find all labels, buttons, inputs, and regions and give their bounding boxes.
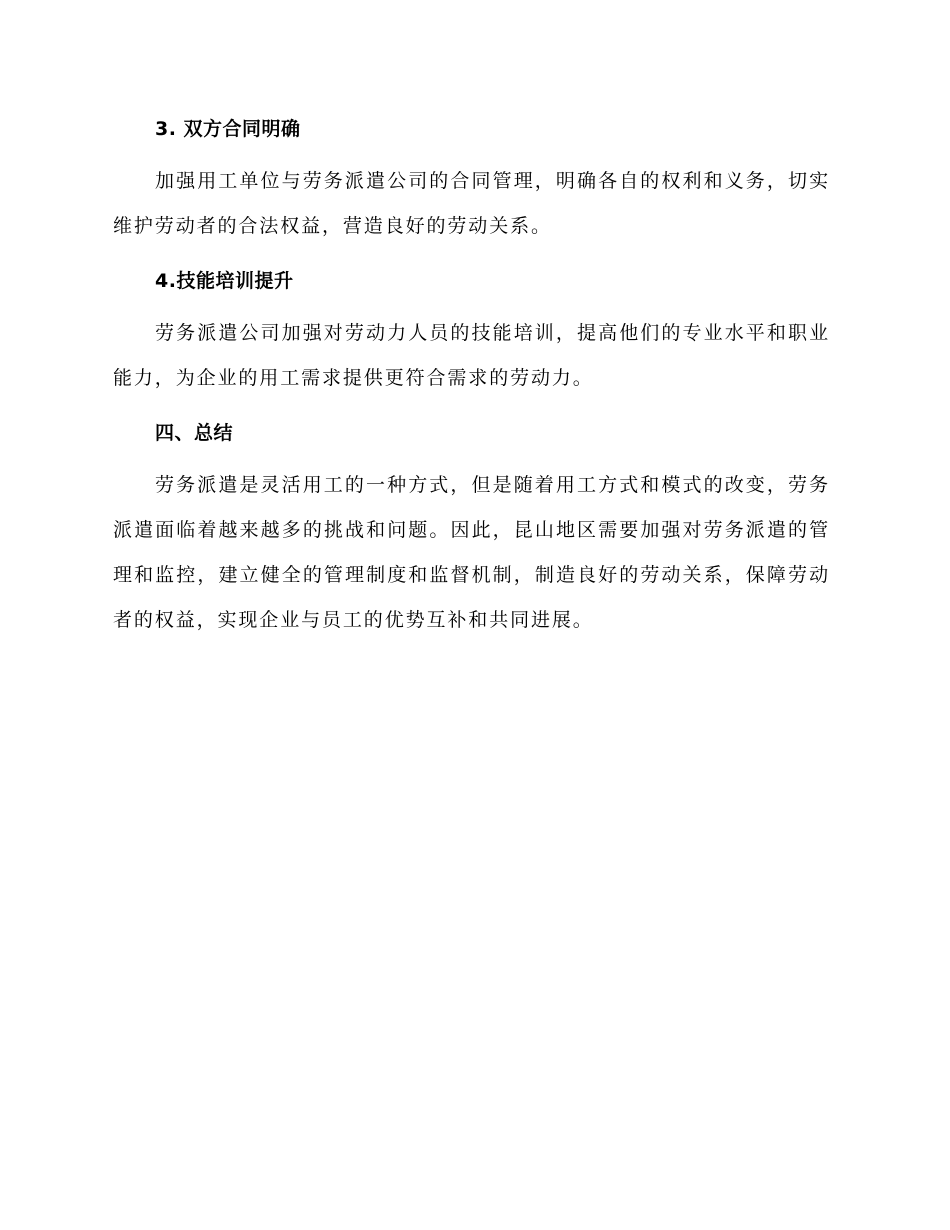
section-heading-training: 4.技能培训提升 [155, 270, 294, 292]
section-body-summary: 劳务派遣是灵活用工的一种方式，但是随着用工方式和模式的改变，劳务派遣面临着越来越多的挑战和问题。因此，昆山地区需要加强对劳务派遣的管理和监控，建立健全的管理制度和监督机制，制造良好的劳动关系，保障劳动者的权益，实现企业与员工的优势互补和共同进展。 [113, 474, 830, 631]
section-heading-summary: 四、总结 [155, 422, 234, 444]
section-body-contract: 加强用工单位与劳务派遣公司的合同管理，明确各自的权利和义务，切实维护劳动者的合法权益，营造良好的劳动关系。 [113, 170, 830, 237]
document-content [113, 111, 830, 657]
section-heading-contract: 3. 双方合同明确 [155, 118, 301, 140]
section-body-training: 劳务派遣公司加强对劳动力人员的技能培训，提高他们的专业水平和职业能力，为企业的用工需求提供更符合需求的劳动力。 [113, 322, 830, 389]
